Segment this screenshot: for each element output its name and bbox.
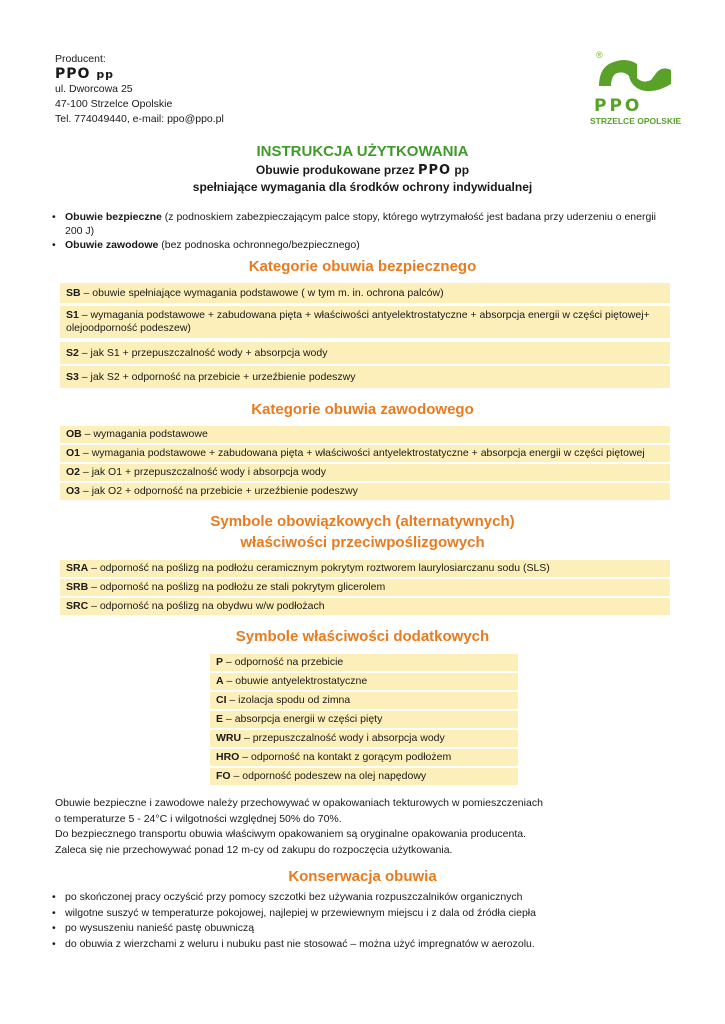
producer-contact: Tel. 774049440, e-mail: ppo@ppo.pl — [55, 113, 224, 125]
producer-label: Producent: — [55, 53, 106, 65]
table-row: SRC – odporność na poślizg na obydwu w/w podłożach — [60, 598, 670, 615]
list-item: • Obuwie bezpieczne (z podnoskiem zabezpieczającym palce stopy, którego wytrzymałość jest badana przy uderzeniu o energii 200 J) — [50, 210, 670, 238]
table-row: FO – odporność podeszew na olej napędowy — [210, 768, 518, 785]
table-row: SRB – odporność na poślizg na podłożu ze stali pokrytym glicerolem — [60, 579, 670, 596]
producer-brand: PPO pp — [55, 66, 115, 82]
storage-paragraph — [55, 796, 575, 858]
storage-line: Do bezpiecznego transportu obuwia właściwym opakowaniem są oryginalne opakowania producenta. — [55, 828, 527, 840]
storage-line: Zaleca się nie przechowywać ponad 12 m-cy od zakupu do rozpoczęcia użytkowania. — [55, 843, 453, 856]
list-item: • Obuwie zawodowe (bez podnoska ochronnego/bezpiecznego) — [50, 238, 670, 252]
table-row: S2 – jak S1 + przepuszczalność wody + absorpcja wody — [60, 342, 670, 364]
safety-heading: Kategorie obuwia bezpiecznego — [248, 258, 477, 275]
occupational-heading: Kategorie obuwia zawodowego — [251, 401, 474, 418]
table-row: P – odporność na przebicie — [210, 654, 518, 671]
care-heading: Konserwacja obuwia — [288, 868, 437, 885]
logo-name: PPO — [594, 96, 643, 116]
subtitle-line2: spełniające wymagania dla środków ochrony indywidualnej — [192, 180, 533, 194]
list-item: • do obuwia z wierzchami z weluru i nubuku past nie stosować – można użyć impregnatów w aerozolu. — [50, 937, 670, 953]
footwear-types-list — [50, 210, 670, 252]
producer-block — [55, 52, 224, 127]
table-row: E – absorpcja energii w części pięty — [210, 711, 518, 728]
registered-mark: ® — [596, 50, 603, 60]
subtitle-line1: Obuwie produkowane przez PPO pp — [255, 163, 470, 178]
storage-line: Obuwie bezpieczne i zawodowe należy przechowywać w opakowaniach tekturowych w pomieszczeniach — [55, 797, 543, 809]
table-row: O3 – jak O2 + odporność na przebicie + urzeźbienie podeszwy — [60, 483, 670, 500]
table-row: OB – wymagania podstawowe — [60, 426, 670, 443]
table-row: O1 – wymagania podstawowe + zabudowana pięta + właściwości antyelektrostatyczne + absorpcja energii w części piętowej — [60, 445, 670, 462]
table-row: O2 – jak O1 + przepuszczalność wody i absorpcja wody — [60, 464, 670, 481]
table-row: A – obuwie antyelektrostatyczne — [210, 673, 518, 690]
list-item: • po skończonej pracy oczyścić przy pomocy szczotki bez używania rozpuszczalników organicznych — [50, 890, 670, 906]
table-row: SRA – odporność na poślizg na podłożu ceramicznym pokrytym roztworem laurylosiarczanu sodu (SLS) — [60, 560, 670, 577]
extra-heading: Symbole właściwości dodatkowych — [235, 628, 490, 645]
slip-heading-line1: Symbole obowiązkowych (alternatywnych) — [210, 513, 515, 530]
table-row: S3 – jak S2 + odporność na przebicie + urzeźbienie podeszwy — [60, 366, 670, 388]
producer-street: ul. Dworcowa 25 — [55, 83, 133, 95]
slip-heading-line2: właściwości przeciwpoślizgowych — [240, 534, 485, 551]
producer-city: 47-100 Strzelce Opolskie — [55, 98, 173, 110]
table-row: CI – izolacja spodu od zimna — [210, 692, 518, 709]
list-item: • po wysuszeniu nanieść pastę obuwniczą — [50, 921, 670, 937]
table-row: HRO – odporność na kontakt z gorącym podłożem — [210, 749, 518, 766]
table-row: S1 – wymagania podstawowe + zabudowana pięta + właściwości antyelektrostatyczne + absorpcja energii w części piętowej+ olejoodporność podeszew) — [60, 306, 670, 338]
storage-line: o temperaturze 5 - 24°C i wilgotności względnej 50% do 70%. — [55, 812, 342, 825]
table-row: WRU – przepuszczalność wody i absorpcja wody — [210, 730, 518, 747]
logo-city: STRZELCE OPOLSKIE — [590, 116, 682, 126]
list-item: • wilgotne suszyć w temperaturze pokojowej, najlepiej w przewiewnym miejscu i z dala od źródła ciepła — [50, 906, 670, 922]
table-row: SB – obuwie spełniające wymagania podstawowe ( w tym m. in. ochrona palców) — [60, 283, 670, 303]
care-list — [50, 890, 670, 952]
page-title: INSTRUKCJA UŻYTKOWANIA — [256, 143, 469, 160]
